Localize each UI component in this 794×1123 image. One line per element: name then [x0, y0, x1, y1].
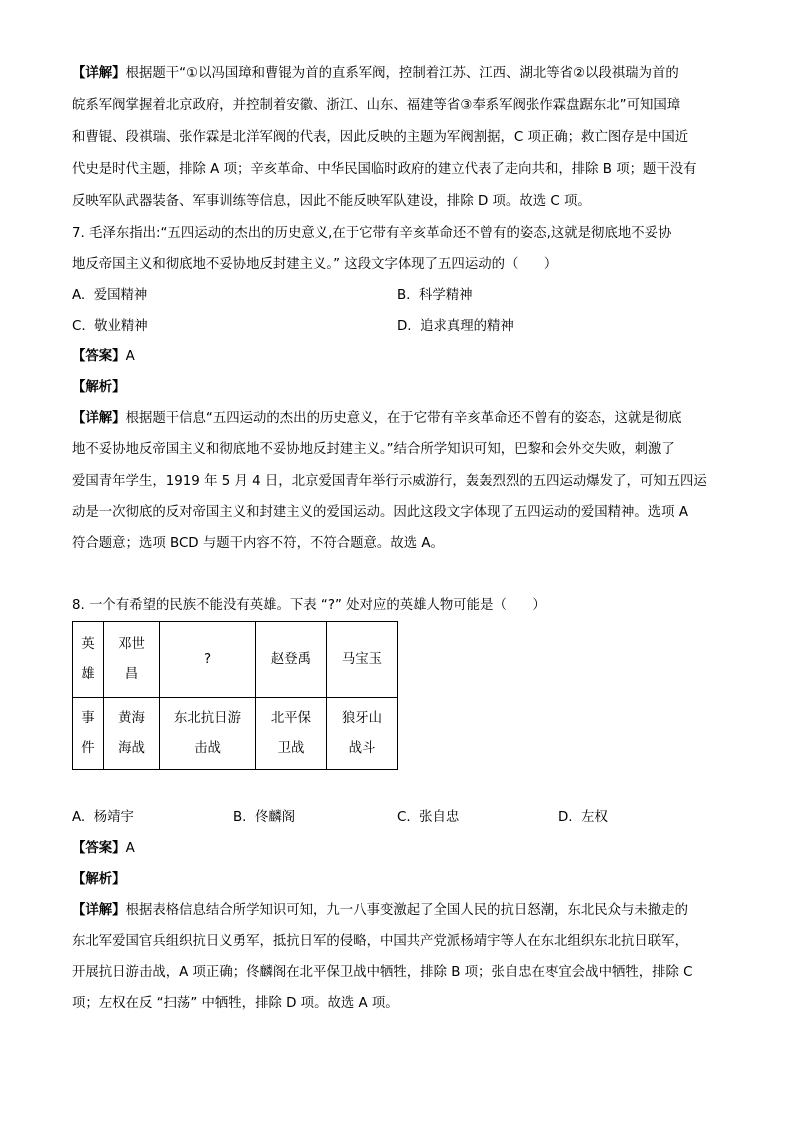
q7-option-a: A. 爱国精神	[72, 288, 148, 303]
answer-tag: 【答案】	[72, 349, 126, 364]
table-cell: 马宝玉	[327, 622, 398, 698]
q7-option-d: D. 追求真理的精神	[397, 319, 514, 334]
table-cell: 英 雄	[73, 622, 104, 698]
q7-answer	[72, 347, 135, 367]
q8-option-a: A. 杨靖宇	[72, 810, 134, 825]
q8-option-b: B. 佟麟阁	[233, 810, 296, 825]
q8-analysis-tag: 【解析】	[72, 872, 126, 887]
table-cell: ?	[160, 622, 256, 698]
table-cell: 狼牙山 战斗	[327, 698, 398, 770]
top-explanation-line-4: 代史是时代主题，排除 A 项；辛亥革命、中华民国临时政府的建立代表了走向共和，排除 B 项；题干没有	[72, 162, 697, 177]
table-cell: 邓世 昌	[104, 622, 160, 698]
table-cell: 赵登禹	[256, 622, 327, 698]
q8-detail-line-1: 【详解】根据表格信息结合所学知识可知，九一八事变激起了全国人民的抗日怒潮，东北民众与未撤走的	[72, 903, 688, 918]
top-explanation-line-2: 皖系军阀掌握着北京政府，并控制着安徽、浙江、山东、福建等省③奉系军阀张作霖盘踞东北”可知国璋	[72, 98, 681, 113]
q8-detail-line-4: 项；左权在反 “扫荡” 中牺牲，排除 D 项。故选 A 项。	[72, 996, 399, 1011]
q7-analysis-tag: 【解析】	[72, 380, 126, 395]
q7-detail-line-1: 【详解】根据题干信息“五四运动的杰出的历史意义，在于它带有辛亥革命还不曾有的姿态，这就是彻底	[72, 411, 682, 426]
q7-detail-line-2: 地不妥协地反帝国主义和彻底地不妥协地反封建主义。”结合所学知识可知，巴黎和会外交失败，刺激了	[72, 442, 675, 457]
q7-detail-line-3: 爱国青年学生，1919 年 5 月 4 日，北京爱国青年举行示威游行，轰轰烈烈的五四运动爆发了，可知五四运	[72, 474, 707, 489]
hero-table	[72, 621, 398, 770]
q7-option-b: B. 科学精神	[397, 288, 473, 303]
table-cell: 事 件	[73, 698, 104, 770]
q8-answer	[72, 839, 135, 859]
question-7-stem-line-2: 地反帝国主义和彻底地不妥协地反封建主义。” 这段文字体现了五四运动的（ ）	[72, 257, 558, 272]
detail-tag: 【详解】	[72, 411, 126, 426]
detail-tag: 【详解】	[72, 903, 126, 918]
top-explanation-line-5: 反映军队武器装备、军事训练等信息，因此不能反映军队建设，排除 D 项。故选 C 项。	[72, 194, 591, 209]
q7-option-c: C. 敬业精神	[72, 319, 148, 334]
top-explanation-line-1: 【详解】根据题干“①以冯国璋和曹锟为首的直系军阀，控制着江苏、江西、湖北等省②以段祺瑞为首的	[72, 66, 679, 81]
q7-detail-line-4: 动是一次彻底的反对帝国主义和封建主义的爱国运动。因此这段文字体现了五四运动的爱国精神。选项 A	[72, 505, 688, 520]
detail-tag: 【详解】	[72, 66, 126, 81]
answer-value: A	[125, 841, 135, 856]
answer-tag: 【答案】	[72, 841, 126, 856]
q8-option-c: C. 张自忠	[397, 810, 460, 825]
top-explanation-line-3: 和曹锟、段祺瑞、张作霖是北洋军阀的代表，因此反映的主题为军阀割据，C 项正确；救亡图存是中国近	[72, 130, 689, 145]
q7-detail-line-5: 符合题意；选项 BCD 与题干内容不符，不符合题意。故选 A。	[72, 536, 444, 551]
table-row	[73, 622, 398, 698]
question-8-stem: 8. 一个有希望的民族不能没有英雄。下表 “?” 处对应的英雄人物可能是（ ）	[72, 598, 546, 613]
question-7-stem-line-1: 7. 毛泽东指出:“五四运动的杰出的历史意义,在于它带有辛亥革命还不曾有的姿态,这就是彻底地不妥协	[72, 226, 672, 241]
table-cell: 东北抗日游 击战	[160, 698, 256, 770]
q8-detail-line-3: 开展抗日游击战，A 项正确；佟麟阁在北平保卫战中牺牲，排除 B 项；张自忠在枣宜会战中牺牲，排除 C	[72, 965, 693, 980]
answer-value: A	[125, 349, 135, 364]
q8-detail-line-2: 东北军爱国官兵组织抗日义勇军，抵抗日军的侵略，中国共产党派杨靖宇等人在东北组织东北抗日联军，	[72, 934, 688, 949]
table-cell: 北平保 卫战	[256, 698, 327, 770]
table-cell: 黄海 海战	[104, 698, 160, 770]
q8-option-d: D. 左权	[558, 810, 608, 825]
table-row	[73, 698, 398, 770]
